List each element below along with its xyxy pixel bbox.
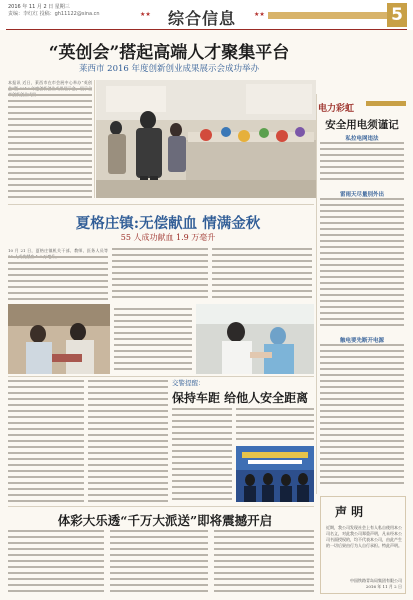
header-meta — [8, 4, 100, 18]
section-rule-2 — [8, 376, 314, 377]
page-header — [0, 0, 413, 30]
article2-photo-left — [8, 304, 110, 374]
star-ornament-left-icon: ★★ — [140, 11, 151, 18]
article3-photo — [236, 446, 314, 502]
notice-org: 中国铁路青岛局集团有限公司 — [350, 578, 402, 583]
article1-title: “英创会”搭起高端人才聚集平台 — [48, 43, 290, 63]
sidebar-text-1 — [320, 142, 404, 186]
article2-body-col2 — [112, 248, 208, 304]
article4-body-col2 — [110, 530, 208, 594]
notice-date: 2016 年 11 月 2 日 — [365, 583, 402, 589]
section-rule-3 — [8, 506, 314, 507]
notice-box — [320, 496, 406, 594]
sidebar-text-2 — [320, 198, 404, 332]
article3-body-col2 — [88, 380, 168, 506]
article1-body-text — [8, 88, 92, 198]
star-ornament-right-icon: ★★ — [254, 11, 265, 18]
article4-body-col1 — [8, 530, 104, 594]
header-decor-bar — [268, 12, 388, 19]
article1-photo — [96, 80, 316, 198]
article2-photo-right — [196, 304, 314, 374]
sidebar-divider — [316, 94, 317, 494]
notice-signature — [326, 578, 402, 589]
article3-body-col4 — [236, 408, 314, 444]
article2-title: 夏格庄镇:无偿献血 情满金秋 — [75, 215, 261, 232]
sidebar-text-3 — [320, 344, 404, 488]
sidebar-column-label: 电力彩虹 — [318, 104, 355, 114]
sidebar-subhead-2: 雷雨天尽量别外出 — [339, 192, 384, 198]
article4-body-col3 — [214, 530, 314, 594]
article2-body-mid — [114, 308, 192, 374]
article4-title: 体彩大乐透“千万大派送”即将震撼开启 — [57, 513, 273, 528]
editor-contact: 责编：李红红 投稿：gh11122@sina.cn — [8, 11, 100, 17]
article2-body-col1 — [8, 256, 108, 304]
sidebar-subhead-3: 触电要先断开电源 — [339, 338, 384, 344]
article3-title: 保持车距 给他人安全距离 — [172, 391, 309, 405]
article1-subtitle: 莱西市 2016 年度创新创业成果展示会成功举办 — [78, 64, 260, 74]
notice-body: 近期，我公司发现社会上有人私自使用本公司名义，对此我公司郑重声明，凡未经本公司书面授权的，均不代表本公司，由此产生的一切后果由行为人自行承担。特此声明。 — [326, 525, 402, 548]
sidebar-column-title — [318, 96, 406, 114]
article3-body-col3 — [172, 408, 232, 506]
article2-lead: 10 月 21 日，夏格庄镇机关干部、教师、医务人员等 — [8, 248, 108, 253]
section-rule — [8, 204, 314, 205]
header-rule — [6, 29, 407, 30]
notice-title: 声 明 — [335, 505, 364, 519]
page-number: 5 — [387, 3, 407, 27]
sidebar-subhead-1: 私拉电网违法 — [345, 136, 379, 142]
article3-body-col1 — [8, 380, 84, 506]
article2-subtitle: 55 人成功献血 1.9 万毫升 — [120, 233, 216, 242]
issue-date: 2016 年 11 月 2 日 星期三 — [8, 4, 70, 10]
sidebar-title-bar — [366, 101, 406, 106]
column-divider — [94, 80, 95, 198]
article3-kicker: 交警提醒： — [172, 379, 205, 387]
article1-lead: 本报讯 近日，莱西市在市会展中心举办“英创 — [8, 80, 92, 85]
section-title: 综合信息 — [168, 9, 237, 28]
article2-body-col3 — [212, 248, 312, 304]
sidebar-headline: 安全用电须谨记 — [325, 119, 399, 131]
